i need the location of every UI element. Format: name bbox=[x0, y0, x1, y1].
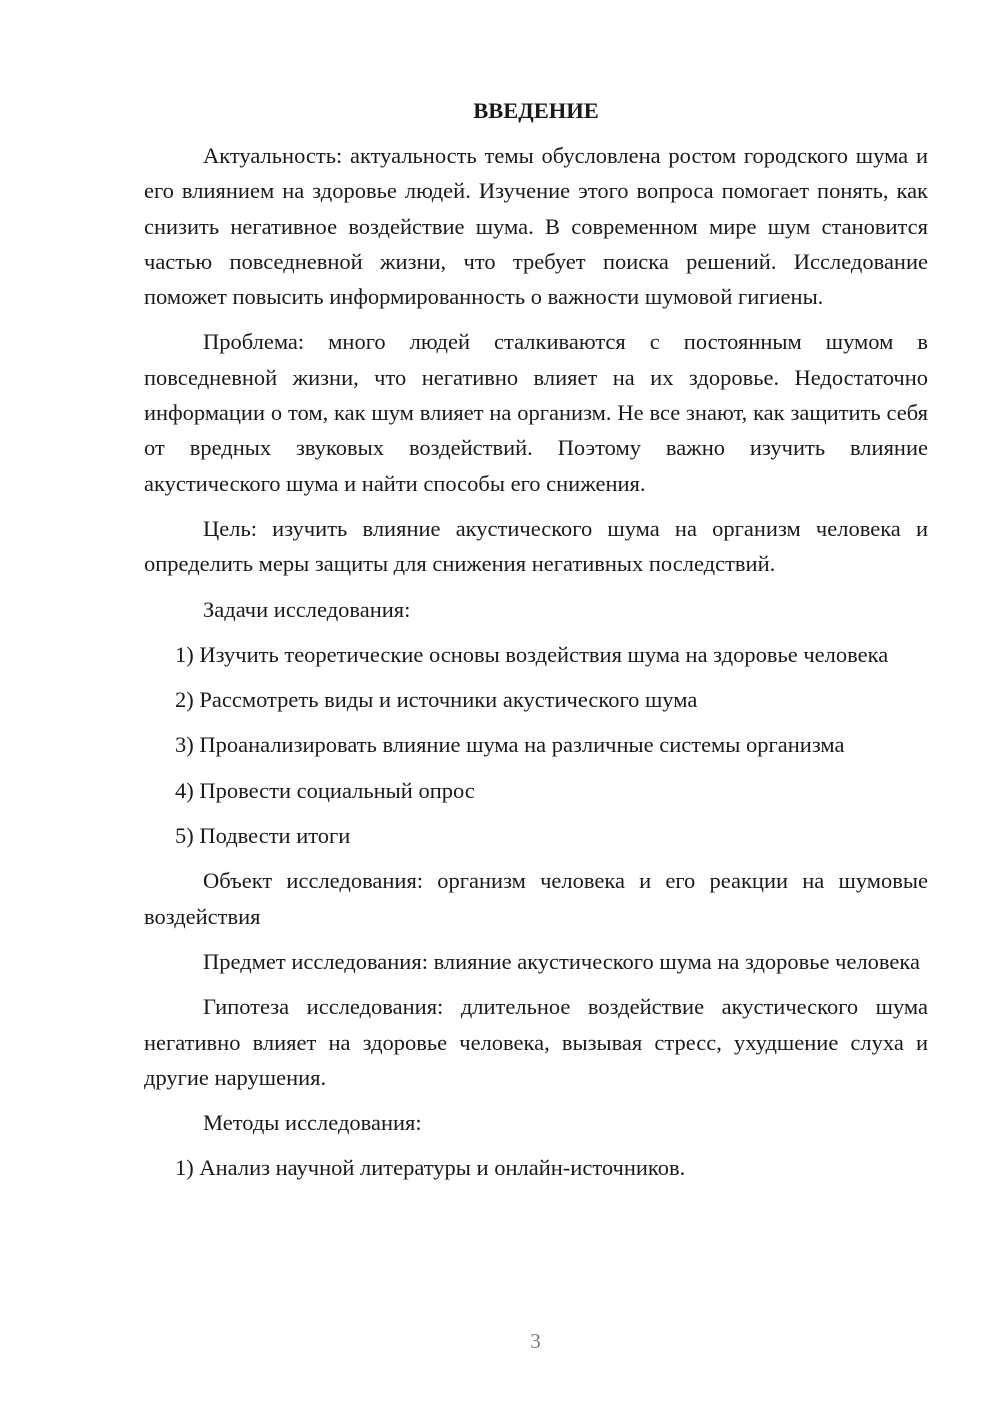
tasks-heading: Задачи исследования: bbox=[203, 596, 411, 622]
task-item: 1) Изучить теоретические основы воздействия шума на здоровье человека bbox=[175, 641, 889, 667]
task-item: 4) Провести социальный опрос bbox=[175, 777, 475, 803]
page-title: ВВЕДЕНИЕ bbox=[473, 98, 599, 123]
task-item: 3) Проанализировать влияние шума на различные системы организма bbox=[175, 732, 845, 758]
page-number: 3 bbox=[530, 1329, 541, 1353]
page-content bbox=[144, 93, 928, 1186]
task-item: 5) Подвести итоги bbox=[175, 823, 351, 849]
methods-heading: Методы исследования: bbox=[203, 1110, 422, 1136]
paragraph-relevance: Актуальность: актуальность темы обусловлена ростом городского шума и его влиянием на здоровье людей. Изучение этого вопроса помогает понять, как снизить негативное воздействие шума. В современном мире шум становится частью повседневной жизни, что требует поиска решений. Исследование поможет повысить информированность о важности шумовой гигиены. bbox=[144, 143, 928, 310]
paragraph-subject: Предмет исследования: влияние акустического шума на здоровье человека bbox=[203, 948, 920, 974]
paragraph-hypothesis: Гипотеза исследования: длительное воздействие акустического шума негативно влияет на здоровье человека, вызывая стресс, ухудшение слуха и другие нарушения. bbox=[144, 994, 928, 1090]
task-item: 2) Рассмотреть виды и источники акустического шума bbox=[175, 687, 698, 713]
paragraph-object: Объект исследования: организм человека и его реакции на шумовые воздействия bbox=[144, 868, 928, 929]
paragraph-goal: Цель: изучить влияние акустического шума на организм человека и определить меры защиты для снижения негативных последствий. bbox=[144, 515, 928, 577]
method-item: 1) Анализ научной литературы и онлайн-источников. bbox=[175, 1155, 686, 1181]
paragraph-problem: Проблема: много людей сталкиваются с постоянным шумом в повседневной жизни, что негативно влияет на их здоровье. Недостаточно информации о том, как шум влияет на организм. Не все знают, как защитить себя от вредных звуковых воздействий. Поэтому важно изучить влияние акустического шума и найти способы его снижения. bbox=[144, 329, 928, 496]
